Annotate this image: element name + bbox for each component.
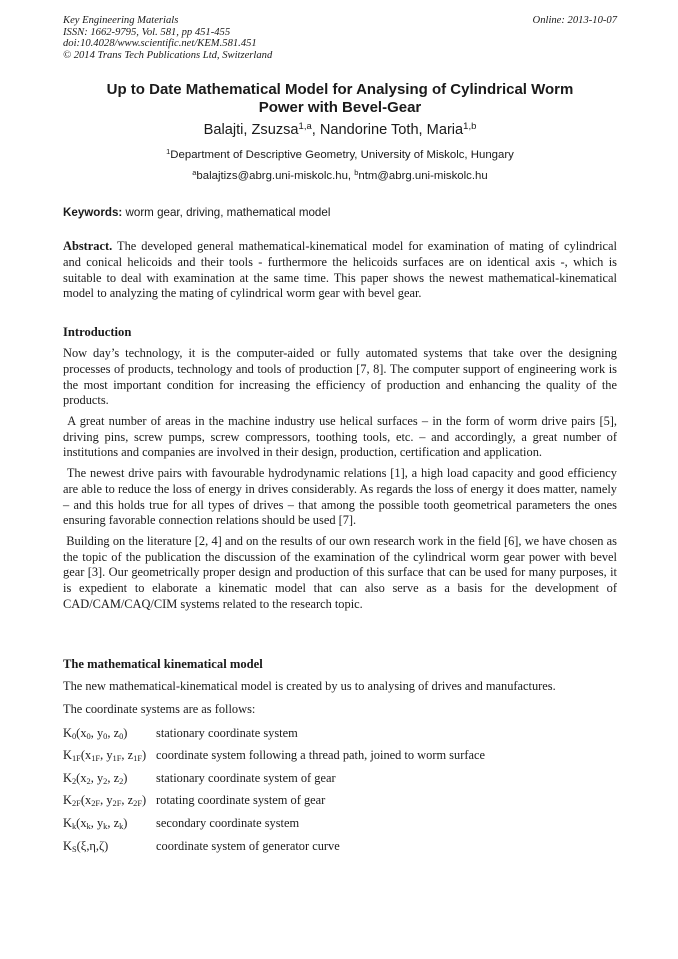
abstract-label: Abstract. [63, 239, 113, 253]
symbol-variable: z [113, 770, 120, 785]
keywords [63, 205, 617, 220]
coordinate-system-symbol [63, 816, 127, 832]
coordinate-system-symbol [63, 793, 146, 809]
coordinate-system-row [63, 771, 617, 794]
symbol-separator: , [90, 725, 97, 740]
symbol-subscript: k [71, 821, 77, 832]
author-separator: , [311, 122, 320, 138]
coordinate-system-description: coordinate system of generator curve [156, 838, 340, 853]
journal-header [63, 15, 617, 61]
symbol-variable: y [96, 770, 104, 785]
paper-title-line2: Power with Bevel-Gear [258, 99, 422, 116]
email-b: ntm@abrg.uni-miskolc.hu [358, 170, 488, 182]
symbol-separator: , [100, 793, 107, 808]
abstract [63, 239, 617, 302]
symbol-paren: ) [104, 838, 109, 853]
symbol-variable: y [96, 815, 104, 830]
author-list [63, 121, 617, 139]
coordinate-system-description: coordinate system following a thread path, joined to worm surface [156, 748, 485, 763]
coordinate-system-description: stationary coordinate system [156, 725, 298, 740]
symbol-variable-subscript: 0 [103, 730, 108, 741]
symbol-variable: x [80, 770, 87, 785]
symbol-subscript: 2 [71, 775, 77, 786]
symbol-variable: η [89, 838, 96, 853]
coordinate-system-symbol [63, 839, 108, 855]
intro-paragraph: A great number of areas in the machine industry use helical surfaces – in the form of worm drive pairs [5], driving pins, screw pumps, screw compressors, toothing tools, etc. – and accordingly, a great number of institutions and companies are involved in their design, production, certification and application. [63, 413, 617, 460]
symbol-variable-subscript: k [119, 821, 124, 832]
online-date: Online: 2013-10-07 [532, 15, 617, 26]
symbol-variable-subscript: 0 [86, 730, 91, 741]
keywords-label: Keywords: [63, 206, 123, 219]
coordinate-system-row [63, 748, 617, 771]
symbol-base: K [63, 748, 72, 763]
symbol-paren: ( [76, 770, 81, 785]
email-mark-a: a [192, 168, 197, 178]
coordinate-system-symbol [63, 748, 146, 764]
coordinate-system-row [63, 839, 617, 862]
coordinate-system-description: secondary coordinate system [156, 815, 300, 830]
symbol-separator: , [90, 770, 97, 785]
email-mark-b: b [354, 168, 359, 178]
symbol-separator: , [107, 815, 114, 830]
symbol-variable: x [80, 815, 87, 830]
introduction-body [63, 346, 617, 618]
symbol-variable: x [80, 725, 87, 740]
symbol-variable-subscript: 2F [91, 798, 101, 809]
symbol-base: K [63, 770, 72, 785]
symbol-variable: y [106, 748, 113, 763]
symbol-separator: , [100, 748, 107, 763]
symbol-base: K [63, 725, 72, 740]
symbol-variable-subscript: k [86, 821, 91, 832]
symbol-paren: ( [80, 793, 85, 808]
coordinate-system-symbol [63, 771, 127, 787]
symbol-variable-subscript: 1F [133, 753, 143, 764]
intro-paragraph: Building on the literature [2, 4] and on the results of our own research work in the field [6], we have chosen as the topic of the publication the discussion of the examination of the cylindrical worm gear power with bevel gear [3]. Our geometrically proper design and production of this surface that can be used for many purposes, it is expedient to elaborate a kinematic model that can also serve as a basis for the development of CAD/CAM/CAQ/CIM systems related to the research topic. [63, 533, 617, 612]
coordinate-system-row [63, 793, 617, 816]
symbol-variable: ξ [80, 838, 87, 853]
symbol-base: K [63, 838, 72, 853]
symbol-paren: ( [80, 748, 85, 763]
symbol-separator: , [95, 838, 100, 853]
symbol-variable-subscript: 2 [119, 775, 124, 786]
coordinate-system-row [63, 816, 617, 839]
symbol-base: K [63, 793, 72, 808]
symbol-variable-subscript: 2F [112, 798, 122, 809]
journal-name: Key Engineering Materials [63, 15, 179, 26]
symbol-variable-subscript: 1F [91, 753, 101, 764]
coordinate-system-symbol [63, 726, 127, 742]
intro-paragraph: Now day’s technology, it is the computer-aided or fully automated systems that take over the designing processes of products, technology and tools of production [7, 8]. The computer support of engineering work is the most important condition for increasing the efficiency of production and enhancing the quality of the products. [63, 346, 617, 408]
abstract-text: The developed general mathematical-kinematical model for examination of mating of cylindrical and conical helicoids and their tools - furthermore the helicoids surfaces are on identical axis -, which is suitable to deal with examination at the same time. This paper shows the newest mathematical-kinematical model to analyzing the mating of cylindrical worm gear with bevel gear. [63, 239, 617, 301]
symbol-variable-subscript: 2 [86, 775, 91, 786]
affiliation-mark: 1 [166, 147, 171, 157]
symbol-variable: z [127, 748, 134, 763]
symbol-variable: y [106, 793, 113, 808]
symbol-separator: , [90, 815, 97, 830]
coordinate-system-description: stationary coordinate system of gear [156, 770, 336, 785]
symbol-variable: y [96, 725, 104, 740]
author-1-affiliation-mark: 1,a [298, 121, 312, 133]
affiliation [63, 148, 617, 163]
symbol-variable-subscript: 0 [119, 730, 124, 741]
symbol-variable: z [113, 815, 120, 830]
journal-issn: ISSN: 1662-9795, Vol. 581, pp 451-455 [63, 26, 231, 38]
intro-paragraph: The newest drive pairs with favourable hydrodynamic relations [1], a high load capacity and good efficiency are able to reduce the loss of energy in drives considerably. As regards the loss of energy it does matter, namely – and this holds true for all types of drives – that among the possible tooth geometrical parameters the ones ensuring favorable connection relations should be used [7]. [63, 465, 617, 528]
symbol-paren: ) [123, 770, 128, 785]
symbol-subscript: 0 [71, 730, 77, 741]
author-2: Nandorine Toth, Maria [319, 122, 464, 138]
paper-title-line1: Up to Date Mathematical Model for Analysing of Cylindrical Worm [106, 81, 574, 98]
symbol-paren: ( [76, 838, 81, 853]
symbol-subscript: S [71, 843, 77, 854]
symbol-paren: ) [142, 793, 147, 808]
symbol-variable: z [113, 725, 120, 740]
symbol-variable: ζ [99, 838, 105, 853]
symbol-variable: x [85, 793, 92, 808]
coordinate-system-list [63, 726, 617, 862]
symbol-variable-subscript: 1F [112, 753, 122, 764]
introduction-heading: Introduction [63, 325, 132, 339]
symbol-paren: ) [123, 815, 128, 830]
symbol-variable-subscript: 2F [133, 798, 143, 809]
paper-title [63, 81, 617, 117]
coordinate-system-description: rotating coordinate system of gear [156, 793, 326, 808]
author-1: Balajti, Zsuzsa [203, 122, 299, 138]
journal-copyright: © 2014 Trans Tech Publications Ltd, Switzerland [63, 49, 273, 61]
symbol-separator: , [107, 725, 114, 740]
keywords-text: worm gear, driving, mathematical model [122, 206, 331, 219]
model-paragraph-2: The coordinate systems are as follows: [63, 701, 256, 716]
symbol-subscript: 1F [71, 753, 81, 764]
symbol-paren: ( [76, 725, 81, 740]
symbol-variable: z [127, 793, 134, 808]
symbol-paren: ( [76, 815, 81, 830]
model-section-body [63, 679, 617, 861]
affiliation-text: Department of Descriptive Geometry, University of Miskolc, Hungary [170, 149, 514, 161]
symbol-base: K [63, 815, 72, 830]
symbol-separator: , [121, 793, 128, 808]
symbol-separator: , [121, 748, 128, 763]
symbol-separator: , [107, 770, 114, 785]
author-2-affiliation-mark: 1,b [463, 121, 477, 133]
journal-doi: doi:10.4028/www.scientific.net/KEM.581.451 [63, 38, 257, 50]
symbol-separator: , [86, 838, 90, 853]
author-emails [63, 169, 617, 184]
symbol-variable: x [85, 748, 92, 763]
symbol-variable-subscript: k [103, 821, 108, 832]
symbol-variable-subscript: 2 [103, 775, 108, 786]
coordinate-system-row [63, 726, 617, 749]
symbol-paren: ) [123, 725, 128, 740]
symbol-paren: ) [142, 748, 147, 763]
model-paragraph-1: The new mathematical-kinematical model is created by us to analysing of drives and manufactures. [63, 679, 556, 693]
email-a: balajtizs@abrg.uni-miskolc.hu, [196, 170, 355, 182]
symbol-subscript: 2F [71, 798, 81, 809]
model-section-heading: The mathematical kinematical model [63, 657, 263, 671]
